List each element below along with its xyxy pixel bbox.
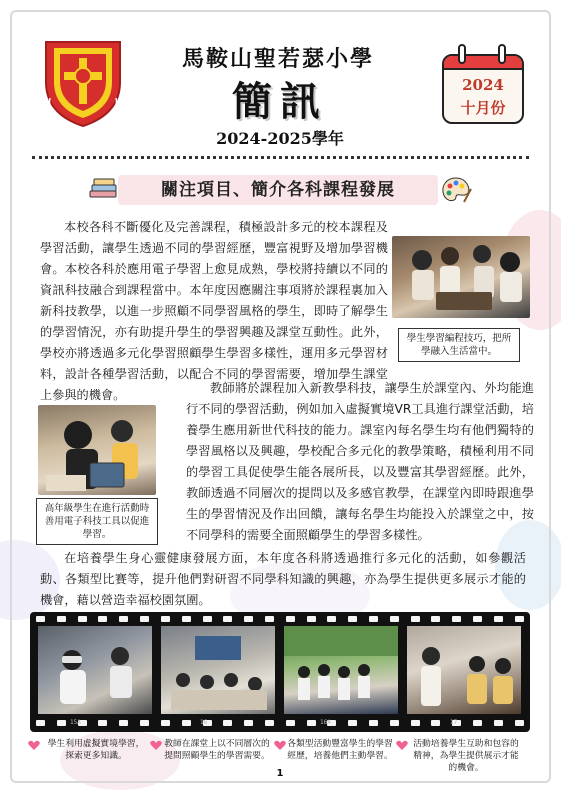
paragraph-wellbeing: 在培養學生身心靈健康發展方面，本年度各科將透過推行多元化的活動，如參觀活動、各類型比賽等，提升他們對研習不同學科知識的興趣，亦為學生提供更多展示才能的機會，藉以營造幸福校園氛圍。 [40,551,526,607]
calendar-icon [440,36,526,126]
newsletter-title: 簡訊 [232,78,328,125]
film-sprockets [36,616,524,624]
film-photo-outdoor-activity [284,626,398,714]
film-caption: 教師在課堂上以不同層次的提問照顧學生的學習需要。 [164,739,270,761]
paragraph-teaching-technology: 教師將於課程加入新教學科技，讓學生於課堂內、外均能進行不同的學習活動，例如加入虛擬實境VR工具進行課堂活動，培養學生應用新世代科技的能力。課室內每名學生均有他們獨特的學習風格以及興趣，學校配合多元化的教學策略，積極利用不同的學習工具促使學生能各展所長，以及豐富其學習經歷。此外，教師透過不同層次的提問以及多感官教學，在課堂內即時跟進學生的學習情況及作出回饋，讓每名學生均能投入於課堂之中，按不同學科的需要全面照顧學生的學習多樣性。 [186,381,534,542]
school-name: 馬鞍山聖若瑟小學 [181,46,374,72]
calendar-month: 十月份 [460,99,506,117]
film-photo-vr-learning [38,626,152,714]
film-caption: 各類型活動豐富學生的學習經歷，培養他們主動學習。 [287,739,393,761]
film-frame-label: 15A [70,719,81,726]
film-caption: 學生利用虛擬實境學習，探索更多知識。 [47,739,145,761]
photo-coding-lesson [392,236,530,318]
heart-icon [150,740,162,751]
heart-icon [28,740,40,751]
school-year: 2024-2025學年 [216,129,344,148]
film-caption: 活動培養學生互助和包容的精神，為學生提供展示才能的機會。 [413,739,519,773]
film-frame-label: 17 [450,719,458,726]
calendar-ring [498,44,506,64]
books-icon [88,177,120,203]
dotted-divider [32,156,529,159]
photo-caption: 高年級學生在進行活動時善用電子科技工具以促進學習。 [36,498,158,545]
film-frame-label: 16 [200,719,208,726]
photo-caption: 學生學習編程技巧，把所學融入生活當中。 [398,328,520,362]
school-crest-icon [40,36,126,128]
calendar-header-bar [444,56,522,70]
film-frame-label: 16A [320,719,331,726]
paragraph-curriculum-overview: 本校各科不斷優化及完善課程，積極設計多元的校本課程及學習活動，讓學生透過不同的學習經歷，豐富視野及增加學習機會。本校各科於應用電子學習上愈見成熟，學校將持續以不同的資訊科技融合到課程當中。本年度因應關注事項將於課程裏加入新科技教學，以進一步照顧不同學習風格的學生，即時了解學生的學習情況，亦有助提升學生的學習興趣及課堂互動性。此外，學校亦將透過多元化學習照顧學生學習多樣性，運用多元學習材料，設計各種學習活動，以配合不同的學習需要，增加學生課堂上參與的機會。 [40,220,388,402]
calendar-year: 2024 [462,76,504,94]
photo-tablet-learning [38,405,156,495]
heart-icon [274,740,286,751]
film-strip [30,612,530,732]
palette-icon [440,175,472,205]
film-photo-group-activity [407,626,521,714]
calendar-ring [458,44,466,64]
heart-icon [396,740,408,751]
film-photo-classroom [161,626,275,714]
page-number: 1 [276,768,284,779]
section-heading: 關注項目、簡介各科課程發展 [118,175,438,205]
section-heading-group [88,175,470,205]
